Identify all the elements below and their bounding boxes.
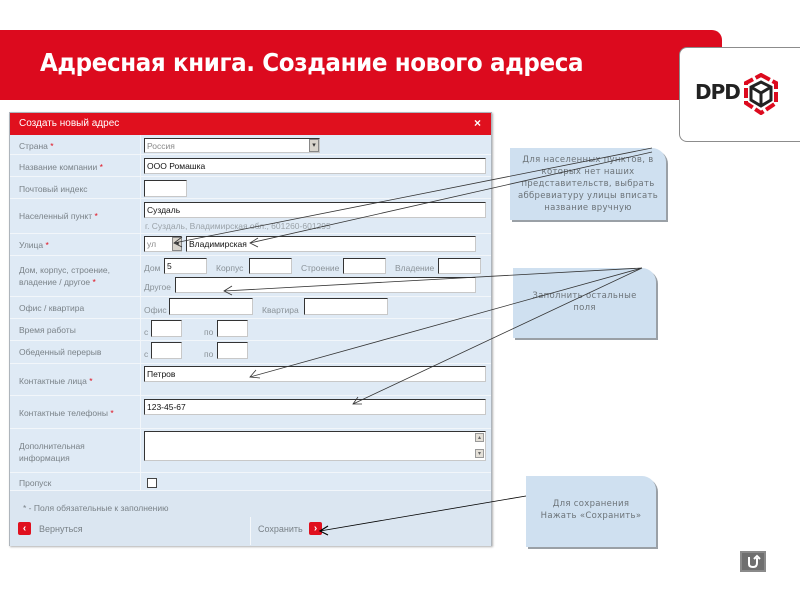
house-label: Дом (144, 263, 161, 273)
company-label: Название компании * (19, 162, 103, 172)
back-arrow-icon[interactable]: ‹ (18, 522, 31, 535)
row-work-hours (10, 319, 491, 341)
block-label: Корпус (216, 263, 244, 273)
phones-label: Контактные телефоны * (19, 408, 114, 418)
work-to-label: по (204, 327, 214, 337)
create-address-dialog (9, 112, 492, 546)
callout-save: Для сохранения Нажать «Сохранить» (526, 476, 656, 547)
postcode-input[interactable] (144, 180, 187, 197)
postcode-label: Почтовый индекс (19, 184, 88, 194)
return-arrow-icon (742, 553, 764, 570)
row-pass (10, 473, 491, 491)
callout-fill-rest: Заполнить остальные поля (513, 268, 656, 338)
lunch-to-input[interactable] (217, 342, 248, 359)
callout-street: Для населенных пунктов, в которых нет наших представительств, выбрать аббревиатуру улицы вписать название вручную (510, 148, 666, 220)
ownership-label: Владение (395, 263, 435, 273)
work-from-label: с (144, 327, 149, 337)
apartment-label: Квартира (262, 305, 299, 315)
required-note: * - Поля обязательные к заполнению (23, 503, 169, 513)
country-select[interactable]: Россия (144, 138, 320, 153)
apartment-input[interactable] (304, 298, 388, 315)
other-input[interactable] (175, 277, 476, 293)
pass-checkbox[interactable] (147, 478, 157, 488)
lunch-label: Обеденный перерыв (19, 347, 102, 357)
dpd-logo-text: DPD (695, 80, 740, 104)
contacts-label: Контактные лица * (19, 376, 93, 386)
footer-divider (250, 517, 251, 545)
locality-hint: г. Суздаль, Владимирская обл., 601260-601295 (145, 221, 331, 231)
lunch-from-input[interactable] (151, 342, 182, 359)
chevron-down-icon[interactable]: ▾ (309, 139, 319, 152)
street-type-select[interactable]: ул (144, 236, 182, 252)
dialog-title: Создать новый адрес (19, 118, 120, 129)
company-input[interactable]: ООО Ромашка (144, 158, 486, 174)
pass-label: Пропуск (19, 478, 52, 488)
dialog-header (10, 113, 491, 135)
scroll-down-icon[interactable]: ▾ (475, 449, 484, 458)
extra-info-textarea[interactable] (144, 431, 486, 461)
office-label: Офис / квартира (19, 303, 85, 313)
locality-label: Населенный пункт * (19, 211, 98, 221)
dpd-cube-icon (740, 73, 782, 115)
building-label: Дом, корпус, строение, владение / другое * (19, 265, 111, 287)
work-from-input[interactable] (151, 320, 182, 337)
work-hours-label: Время работы (19, 325, 76, 335)
office-input[interactable] (169, 298, 253, 315)
phones-input[interactable]: 123-45-67 (144, 399, 486, 415)
street-input[interactable]: Владимирская (186, 236, 476, 252)
extra-info-label: Дополнительная информация (19, 441, 85, 463)
country-label: Страна * (19, 141, 54, 151)
lunch-from-label: с (144, 349, 149, 359)
block-input[interactable] (249, 258, 292, 274)
locality-input[interactable]: Суздаль (144, 202, 486, 218)
street-type-dropdown-icon[interactable]: ◂ (172, 237, 182, 251)
contacts-input[interactable]: Петров (144, 366, 486, 382)
save-arrow-icon[interactable]: › (309, 522, 322, 535)
close-icon[interactable]: × (473, 116, 481, 130)
scroll-up-icon[interactable]: ▴ (475, 433, 484, 442)
slide-title: Адресная книга. Создание нового адреса (40, 48, 584, 77)
structure-label: Строение (301, 263, 340, 273)
structure-input[interactable] (343, 258, 386, 274)
office-sub-label: Офис (144, 305, 167, 315)
other-label: Другое (144, 282, 172, 292)
house-input[interactable]: 5 (164, 258, 207, 274)
ownership-input[interactable] (438, 258, 481, 274)
return-slide-button[interactable] (740, 551, 766, 572)
street-label: Улица * (19, 240, 49, 250)
save-button[interactable]: Сохранить (258, 524, 303, 534)
back-button[interactable]: Вернуться (39, 524, 83, 534)
work-to-input[interactable] (217, 320, 248, 337)
lunch-to-label: по (204, 349, 214, 359)
